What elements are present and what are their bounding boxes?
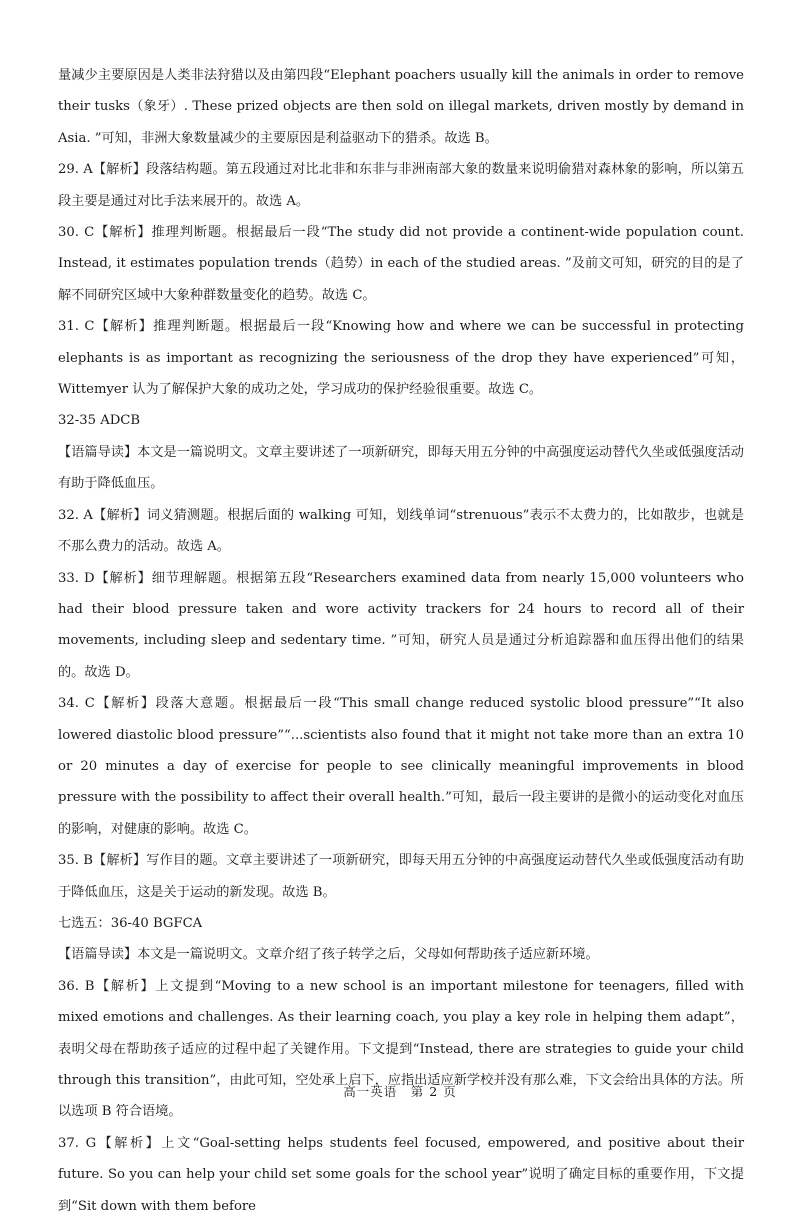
page-footer: 高一英语 第 2 页 — [343, 1084, 457, 1099]
answer-explanations — [58, 60, 744, 1222]
paragraph-q33: 33. D【解析】细节理解题。根据第五段“Researchers examined data from nearly 15,000 volunteers who had their blood pressure taken and wore activity trackers for 24 hours to record all of their movements, including sleep and sedentary time. ”可知，研究人员是通过分析追踪器和血压得出他们的结果的。故选 D。 — [58, 570, 744, 680]
paragraph-q35: 35. B【解析】写作目的题。文章主要讲述了一项新研究，即每天用五分钟的中高强度运动替代久坐或低强度活动有助于降低血压，这是关于运动的新发现。故选 B。 — [58, 853, 744, 900]
paragraph-q32: 32. A【解析】词义猜测题。根据后面的 walking 可知，划线单词“strenuous”表示不太费力的，比如散步，也就是不那么费力的活动。故选 A。 — [58, 507, 744, 555]
paragraph-q30: 30. C【解析】推理判断题。根据最后一段“The study did not provide a continent-wide population count. Instead, it estimates population trends（趋势）in each of the studied areas. ”及前文可知，研究的目的是了解不同研究区域中大象种群数量变化的趋势。故选 C。 — [58, 225, 744, 303]
paragraph-q29: 29. A【解析】段落结构题。第五段通过对比北非和东非与非洲南部大象的数量来说明偷猎对森林象的影响，所以第五段主要是通过对比手法来展开的。故选 A。 — [58, 162, 744, 209]
paragraph-q37: 37. G【解析】上文“Goal-setting helps students feel focused, empowered, and positive about their future. So you can help your child set some goals for the school year”说明了确定目标的重要作用，下文提到“Sit down with them before — [58, 1135, 744, 1214]
reading-guide-32-35: 【语篇导读】本文是一篇说明文。文章主要讲述了一项新研究，即每天用五分钟的中高强度运动替代久坐或低强度活动有助于降低血压。 — [58, 444, 744, 492]
answer-key-36-40: 七选五：36-40 BGFCA — [58, 915, 203, 931]
paragraph-28-continued: 量减少主要原因是人类非法狩猎以及由第四段“Elephant poachers usually kill the animals in order to remove their tusks（象牙）. These prized objects are then sold on illegal markets, driven mostly by demand in Asia. ”可知，非洲大象数量减少的主要原因是利益驱动下的猎杀。故选 B。 — [58, 68, 744, 146]
paragraph-q34: 34. C【解析】段落大意题。根据最后一段“This small change reduced systolic blood pressure”“It also lowered diastolic blood pressure”“...scientists also found that it might not take more than an extra 10 or 20 minutes a day of exercise for people to see clinically meaningful improvements in blood pressure with the possibility to affect their overall health.”可知，最后一段主要讲的是微小的运动变化对血压的影响，对健康的影响。故选 C。 — [58, 696, 744, 837]
answer-key-32-35: 32-35 ADCB — [58, 413, 141, 429]
paragraph-q36: 36. B【解析】上文提到“Moving to a new school is an important milestone for teenagers, filled with mixed emotions and challenges. As their learning coach, you play a key role in helping them adapt”，表明父母在帮助孩子适应的过程中起了关键作用。下文提到“Instead, there are strategies to guide your child through this transition”，由此可知，空处承上启下，应指出适应新学校并没有那么难，下文会给出具体的方法。所以选项 B 符合语境。 — [58, 978, 744, 1120]
reading-guide-36-40: 【语篇导读】本文是一篇说明文。文章介绍了孩子转学之后，父母如何帮助孩子适应新环境。 — [58, 947, 599, 963]
paragraph-q31: 31. C【解析】推理判断题。根据最后一段“Knowing how and where we can be successful in protecting elephants is as important as recognizing the seriousness of the drop they have experienced”可知，Wittemyer 认为了解保护大象的成功之处，学习成功的保护经验很重要。故选 C。 — [58, 319, 744, 398]
